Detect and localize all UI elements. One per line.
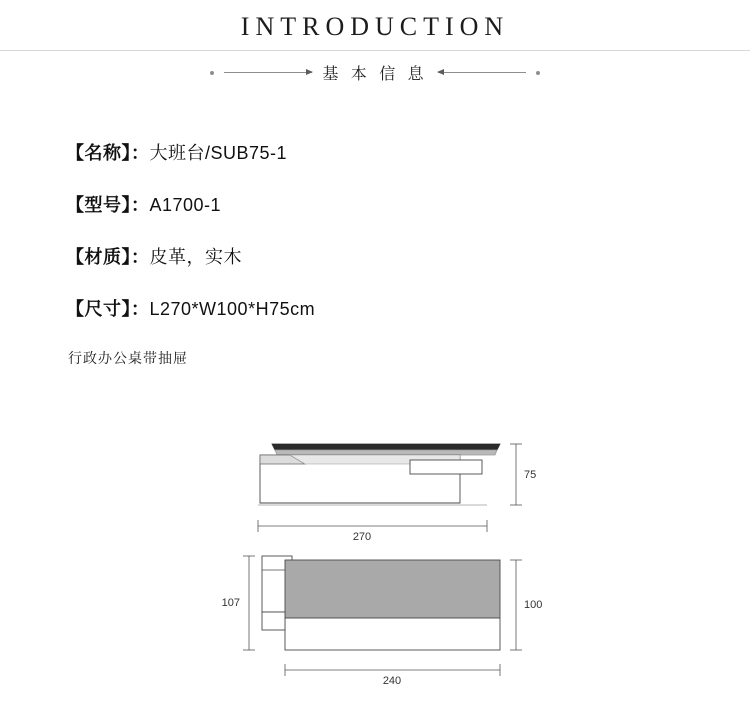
spec-label-name: 【名称】： xyxy=(66,143,150,163)
spec-value-name: 大班台/SUB75-1 xyxy=(149,143,288,163)
dim-top-width: 240 xyxy=(382,675,402,687)
drawing-front-view xyxy=(258,444,536,543)
spec-label-size: 【尺寸】： xyxy=(66,299,150,319)
dim-front-width: 270 xyxy=(352,531,372,543)
spec-value-material: 皮革，实木 xyxy=(149,247,242,267)
spec-label-model: 【型号】： xyxy=(66,195,150,215)
spec-row-size xyxy=(66,296,750,322)
header-divider xyxy=(0,50,750,51)
spec-value-size: L270*W100*H75cm xyxy=(149,299,316,319)
spec-value-model: A1700-1 xyxy=(149,195,222,215)
arrow-line-left-icon xyxy=(224,72,312,73)
dot-ornament-right xyxy=(536,71,540,75)
spec-row-material xyxy=(66,244,750,270)
drawing-top-view xyxy=(222,556,543,687)
arrow-line-right-icon xyxy=(438,72,526,73)
dim-front-height: 75 xyxy=(524,469,537,481)
page-title: INTRODUCTION xyxy=(240,12,510,41)
technical-drawings xyxy=(0,398,750,688)
product-note: 行政办公桌带抽屉 xyxy=(68,350,188,366)
dim-top-depth-right: 100 xyxy=(524,599,543,611)
spec-row-name xyxy=(66,140,750,166)
spec-list xyxy=(0,140,750,322)
dot-ornament-left xyxy=(210,71,214,75)
page-subtitle: 基 本 信 息 xyxy=(322,66,428,83)
subtitle-row xyxy=(0,61,750,84)
dim-top-depth-left: 107 xyxy=(221,597,240,609)
spec-label-material: 【材质】： xyxy=(66,247,150,267)
spec-row-model xyxy=(66,192,750,218)
document-header xyxy=(0,0,750,84)
